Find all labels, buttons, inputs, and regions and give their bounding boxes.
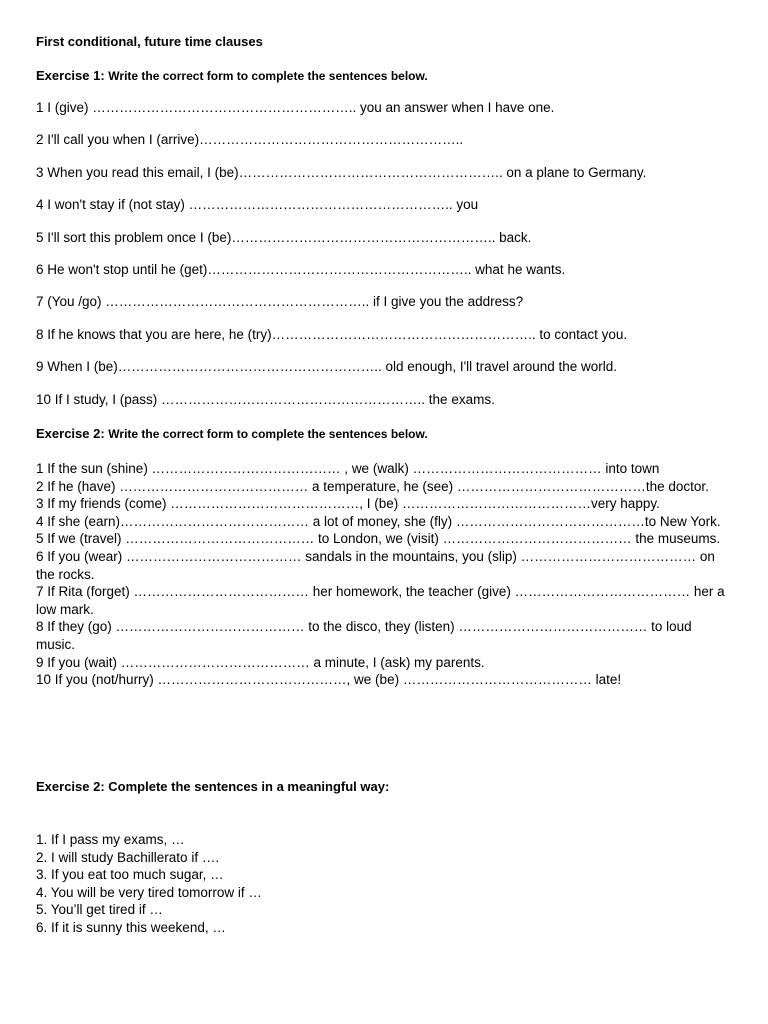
exercise-1-heading [36,68,428,83]
exercise-2-item: 7 If Rita (forget) ………………………………… her homework, the teacher (give) ………………………………… her a low mark. [36,584,725,617]
exercise-1-item: 1 I (give) ………………………………………………….. you an answer when I have one. [36,100,555,115]
exercise-2-item: 10 If you (not/hurry) ……………………………………, we (be) …………………………………… late! [36,672,622,688]
exercise-3-item: 2. I will study Bachillerato if …. [36,849,220,865]
exercise-1-item: 7 (You /go) ………………………………………………….. if I give you the address? [36,294,524,310]
exercise-2-instruction: Write the correct form to complete the sentences below. [108,427,428,441]
exercise-1-item: 4 I won't stay if (not stay) ………………………………………………….. you [36,197,479,213]
exercise-1-instruction: Write the correct form to complete the sentences below. [108,69,428,83]
exercise-3-item: 6. If it is sunny this weekend, … [36,919,226,935]
exercise-1-item: 9 When I (be)………………………………………………….. old enough, I'll travel around the world. [36,359,618,375]
page-title: First conditional, future time clauses [36,34,263,49]
exercise-3-item: 5. You’ll get tired if … [36,902,163,918]
exercise-3-item: 1. If I pass my exams, … [36,832,185,847]
exercise-3-item: 3. If you eat too much sugar, … [36,867,224,883]
exercise-3-item: 4. You will be very tired tomorrow if … [36,884,262,900]
exercise-2-item: 6 If you (wear) ………………………………… sandals in the mountains, you (slip) ………………………………… on the rocks. [36,548,715,582]
exercise-1-item: 6 He won't stop until he (get)………………………………………………….. what he wants. [36,261,566,277]
exercise-2-item: 3 If my friends (come) ……………………………………, I (be) ……………………………………very happy. [36,496,660,512]
exercise-1-item: 8 If he knows that you are here, he (try)………………………………………………….. to contact you. [36,326,628,342]
exercise-1-list [36,100,646,424]
exercise-1-item: 2 I'll call you when I (arrive)………………………………………………….. [36,132,464,148]
exercise-1-item: 10 If I study, I (pass) ………………………………………………….. the exams. [36,391,495,407]
exercise-2-list [36,460,731,689]
exercise-3-list [36,831,262,937]
exercise-1-item: 5 I'll sort this problem once I (be)………………………………………………….. back. [36,229,532,245]
exercise-2-item: 2 If he (have) …………………………………… a temperature, he (see) ……………………………………the doctor. [36,478,709,494]
exercise-1-item: 3 When you read this email, I (be)………………………………………………….. on a plane to Germany. [36,164,647,180]
exercise-2-item: 9 If you (wait) …………………………………… a minute, I (ask) my parents. [36,654,485,670]
exercise-2-item: 8 If they (go) …………………………………… to the disco, they (listen) …………………………………… to loud music. [36,619,692,652]
exercise-2-item: 4 If she (earn)…………………………………… a lot of money, she (fly) ……………………………………to New York. [36,513,721,529]
exercise-1-label: Exercise 1: [36,68,105,83]
exercise-2-item: 1 If the sun (shine) …………………………………… , we (walk) …………………………………… into town [36,461,660,476]
exercise-2-heading [36,426,428,441]
exercise-2-item: 5 If we (travel) …………………………………… to London, we (visit) …………………………………… the museums. [36,531,721,547]
exercise-3-heading: Exercise 2: Complete the sentences in a meaningful way: [36,779,390,794]
exercise-2-label: Exercise 2: [36,426,105,441]
